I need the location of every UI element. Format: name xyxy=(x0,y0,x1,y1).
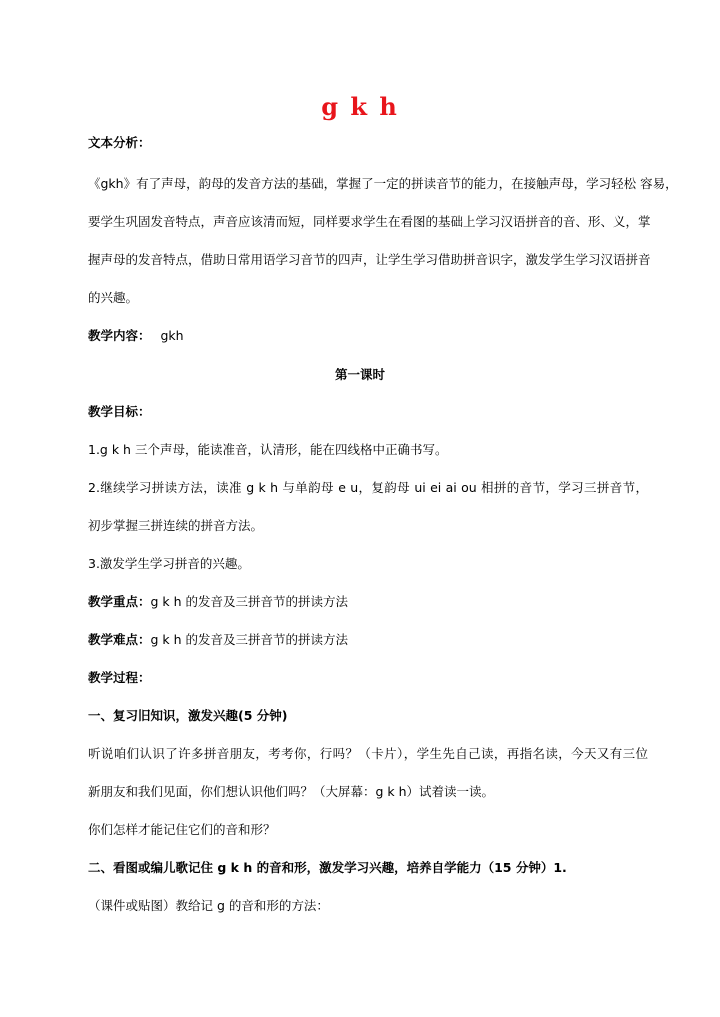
document-title: g k h xyxy=(321,92,399,121)
step-1-heading: 一、复习旧知识，激发兴趣(5 分钟) xyxy=(88,708,288,723)
goal-1: 1.g k h 三个声母，能读准音，认清形，能在四线格中正确书写。 xyxy=(88,442,448,457)
goal-3: 3.激发学生学习拼音的兴趣。 xyxy=(88,556,250,571)
goals-heading: 教学目标： xyxy=(88,404,151,419)
difficulty-point xyxy=(88,631,648,649)
step-1-line-2: 新朋友和我们见面，你们想认识他们吗？（大屏幕：g k h）试着读一读。 xyxy=(88,784,495,799)
step-2-heading: 二、看图或编儿歌记住 g k h 的音和形，激发学习兴趣，培养自学能力（15 分钟）1. xyxy=(88,860,567,875)
step-1-line-3: 你们怎样才能记住它们的音和形？ xyxy=(88,822,276,837)
difficulty-value: g k h 的发音及三拼音节的拼读方法 xyxy=(150,632,349,647)
goal-2-line-1: 2.继续学习拼读方法，读准 g k h 与单韵母 e u，复韵母 ui ei ai ou 相拼的音节，学习三拼音节， xyxy=(88,480,648,495)
teaching-content-label: 教学内容： xyxy=(88,328,151,343)
process-heading: 教学过程： xyxy=(88,670,151,685)
teaching-content xyxy=(88,327,648,345)
analysis-heading: 文本分析： xyxy=(88,135,151,150)
analysis-line-2: 要学生巩固发音特点，声音应该清而短，同样要求学生在看图的基础上学习汉语拼音的音、形、义，掌 xyxy=(88,214,651,229)
analysis-line-4: 的兴趣。 xyxy=(88,290,139,305)
teaching-content-value: gkh xyxy=(160,328,184,343)
step-1-line-1: 听说咱们认识了许多拼音朋友，考考你，行吗？（卡片），学生先自己读，再指名读，今天又有三位 xyxy=(88,746,648,761)
goal-2-line-2: 初步掌握三拼连续的拼音方法。 xyxy=(88,518,264,533)
analysis-line-1: 《gkh》有了声母，韵母的发音方法的基础，掌握了一定的拼读音节的能力，在接触声母，学习轻松 容易， xyxy=(88,176,678,191)
key-point xyxy=(88,593,648,611)
lesson-title: 第一课时 xyxy=(334,367,385,382)
analysis-line-3: 握声母的发音特点，借助日常用语学习音节的四声，让学生学习借助拼音识字，激发学生学习汉语拼音 xyxy=(88,252,651,267)
key-point-value: g k h 的发音及三拼音节的拼读方法 xyxy=(150,594,349,609)
key-point-label: 教学重点： xyxy=(88,594,151,609)
difficulty-label: 教学难点： xyxy=(88,632,151,647)
step-2-line-1: （课件或贴图）教给记 g 的音和形的方法： xyxy=(88,898,329,913)
